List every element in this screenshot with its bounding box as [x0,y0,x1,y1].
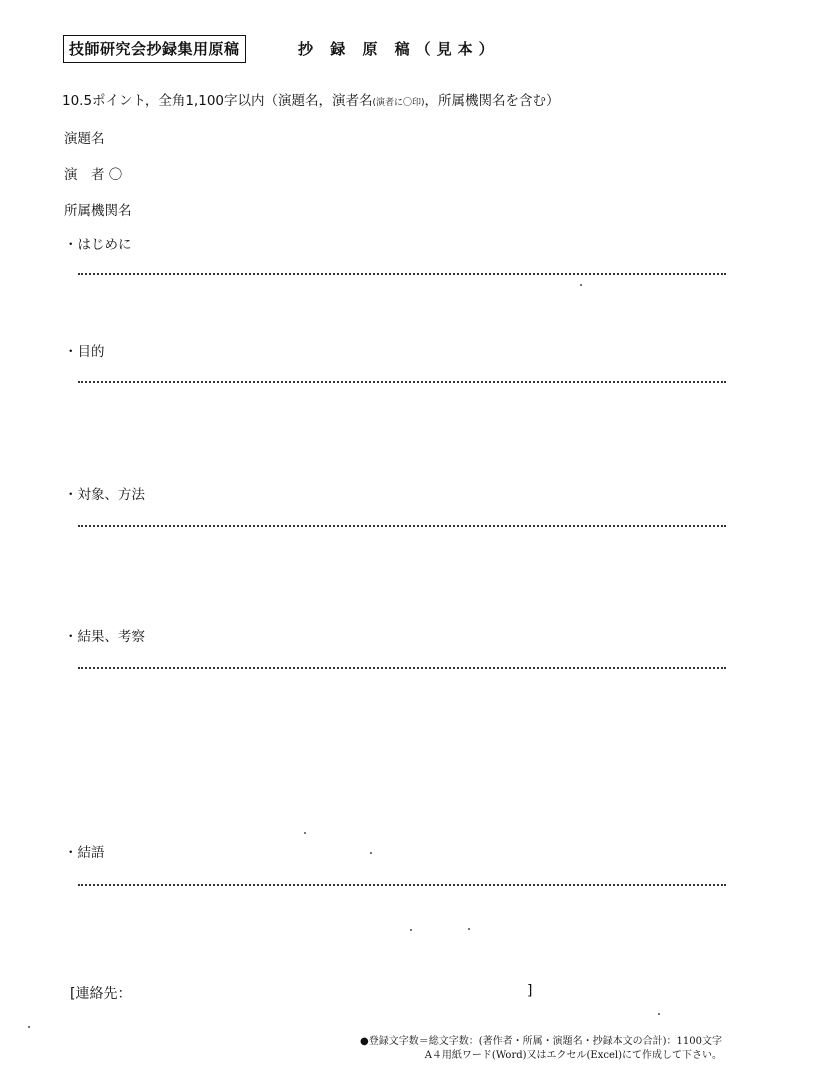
affiliation-label: 所属機関名 [64,203,132,219]
section-conclusion-heading: ・結語 [64,845,105,861]
title-label: 演題名 [64,131,105,147]
section-introduction-heading: ・はじめに [64,237,132,253]
section-purpose-heading: ・目的 [64,344,105,360]
conclusion-dotted-line [78,884,726,886]
section-subjects-methods-heading: ・対象、方法 [64,487,145,503]
scan-speck [658,1013,660,1015]
scan-speck [580,284,582,286]
scan-speck [304,832,306,834]
format-instruction [62,89,560,109]
page-title: 抄 録 原 稿（見本） [298,40,500,58]
scan-speck [370,852,372,854]
introduction-dotted-line [78,273,726,275]
scan-speck [410,929,412,931]
results-discussion-dotted-line [78,667,726,669]
contact-label: [連絡先： [70,986,132,1002]
section-results-discussion-heading: ・結果、考察 [64,629,145,645]
scan-speck [28,1026,30,1028]
footnote-file-format: A４用紙ワード(Word)又はエクセル(Excel)にて作成して下さい。 [424,1050,722,1061]
instruction-small-note: (演者に〇印) [372,98,425,108]
document-category-box: 技師研究会抄録集用原稿 [63,35,246,63]
presenter-label: 演 者 〇 [64,167,123,183]
instruction-main: 10.5ポイント，全角1,100字以内（演題名，演者名 [62,93,373,109]
scan-speck [468,928,470,930]
contact-close-bracket: ] [527,983,533,999]
subjects-methods-dotted-line [78,525,726,527]
purpose-dotted-line [78,381,726,383]
footnote-character-count: ●登録文字数＝総文字数：(著作者・所属・演題名・抄録本文の合計)：1100文字 [360,1036,722,1047]
instruction-tail: ，所属機関名を含む） [424,93,560,109]
